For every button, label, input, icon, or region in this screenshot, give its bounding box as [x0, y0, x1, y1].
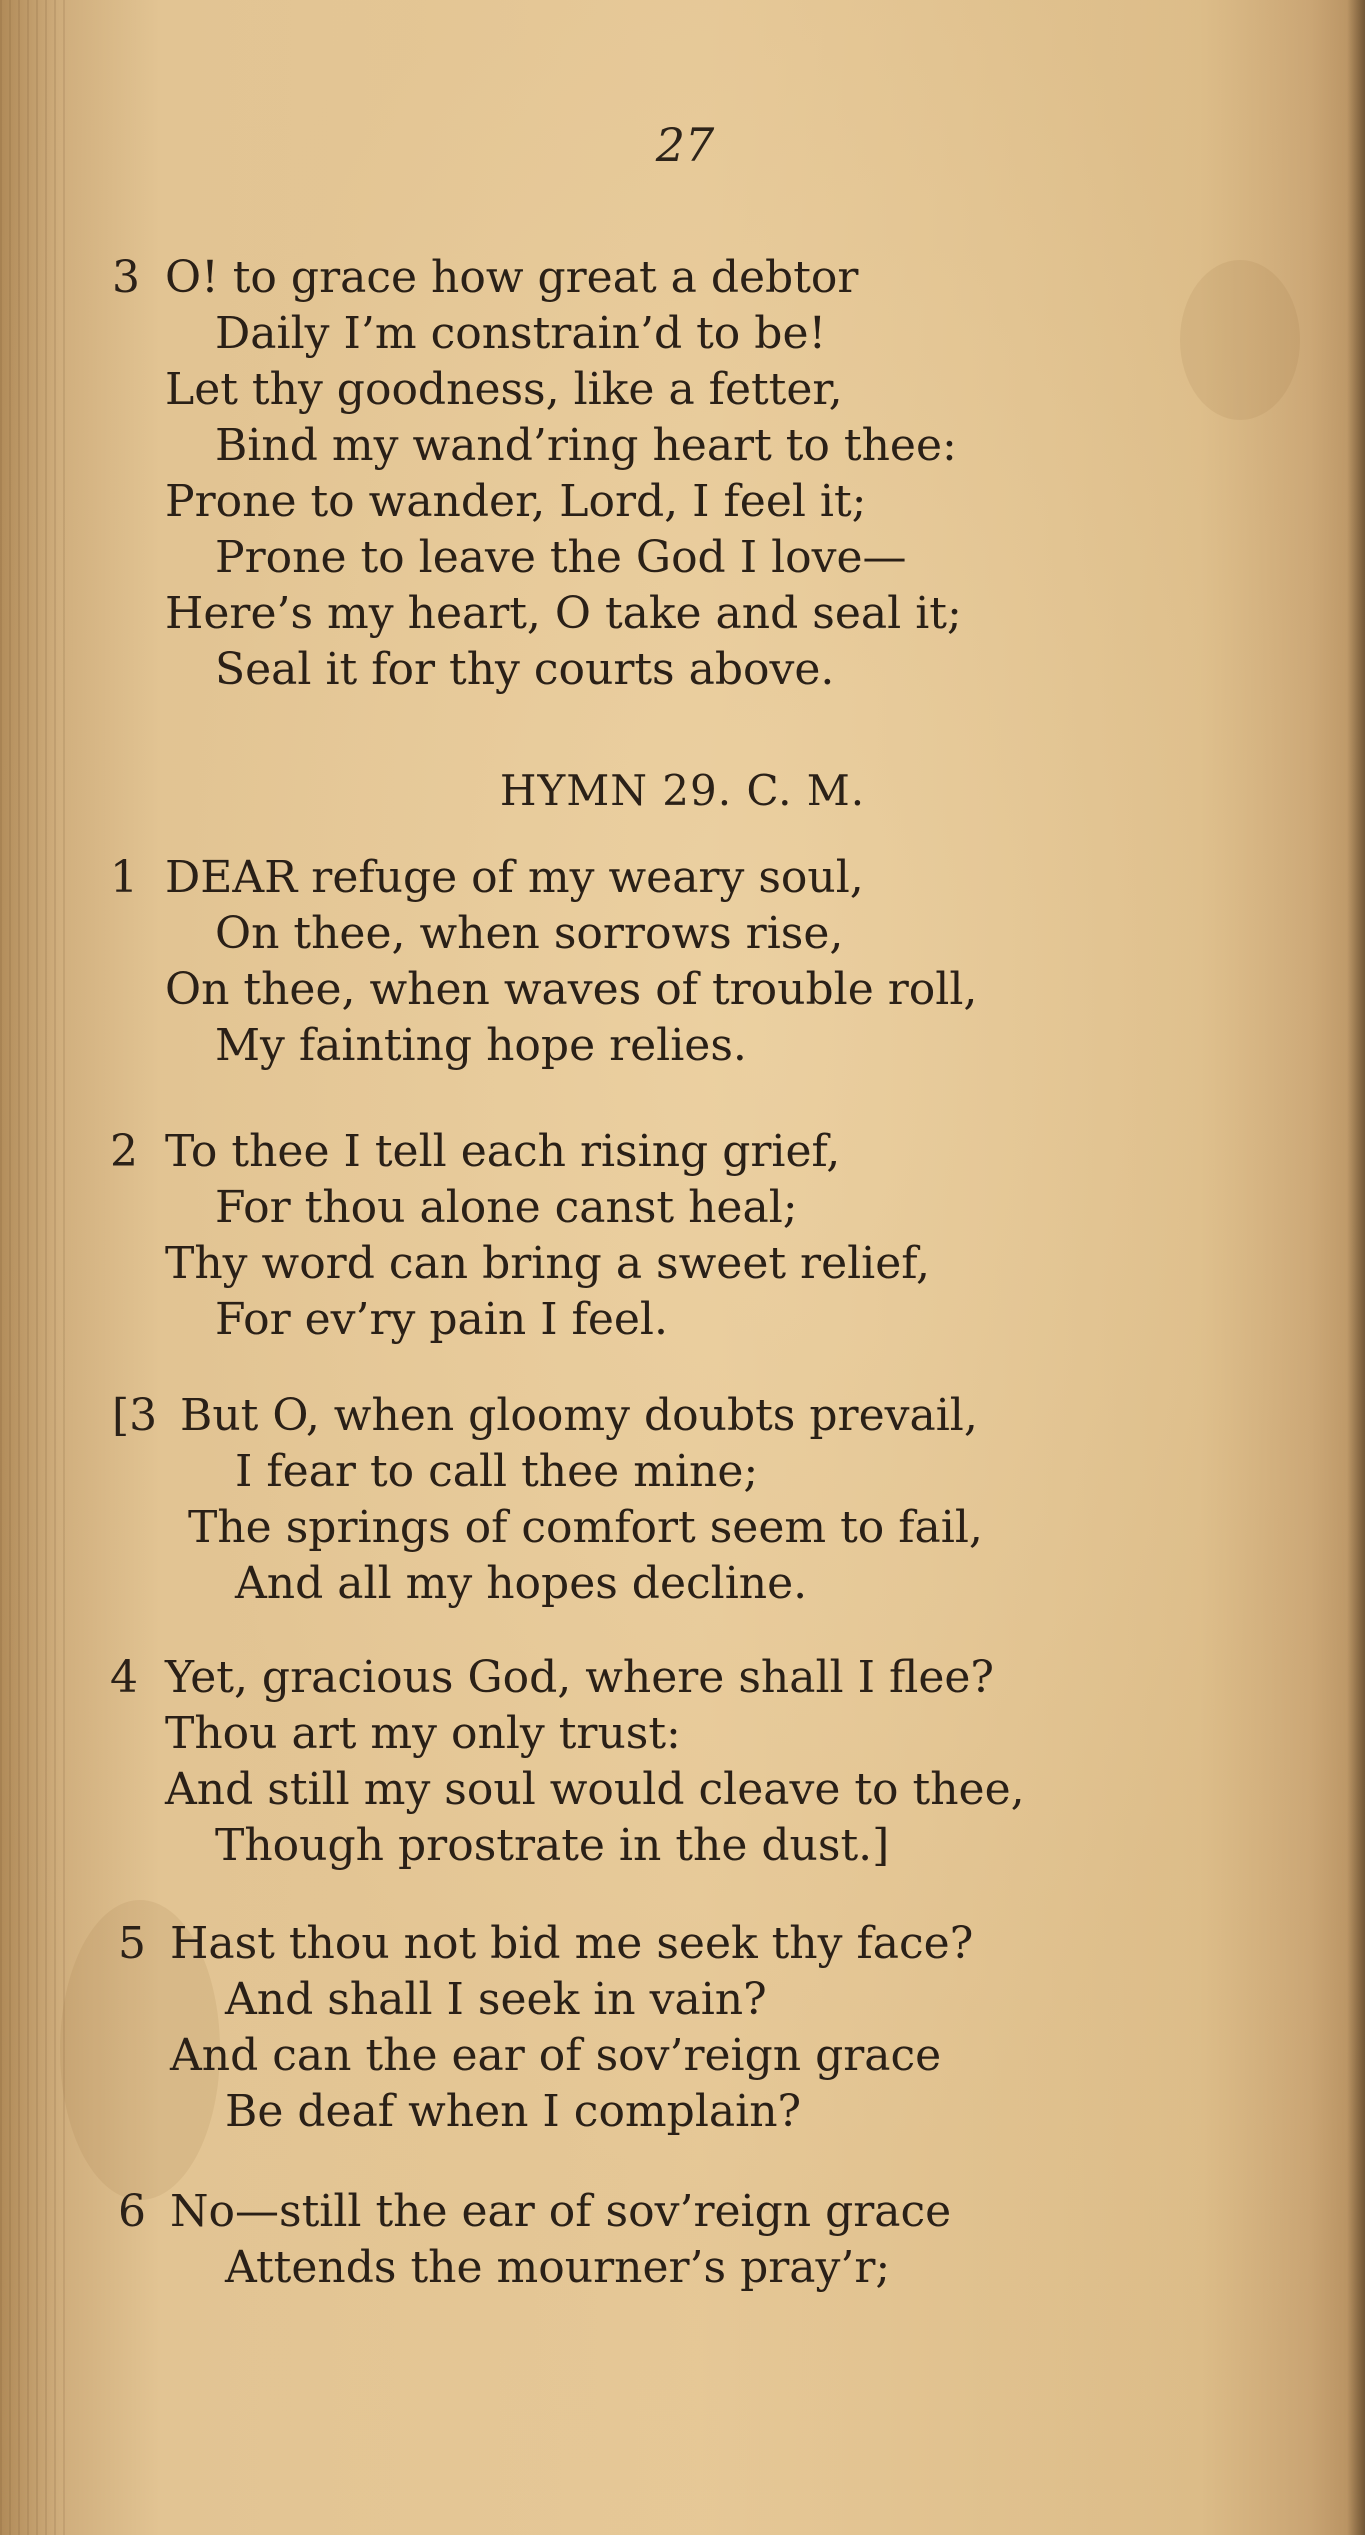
verse-number: 3	[112, 252, 140, 303]
verse-line: Let thy goodness, like a fetter,	[165, 364, 843, 415]
verse-line: Prone to wander, Lord, I feel it;	[165, 476, 867, 527]
verse-line: Prone to leave the God I love—	[215, 532, 907, 583]
verse-line: I fear to call thee mine;	[235, 1446, 759, 1497]
verse-line: O! to grace how great a debtor	[165, 252, 859, 303]
verse-number: 5	[118, 1918, 146, 1969]
verse-number: 4	[110, 1652, 138, 1703]
verse-number: 2	[110, 1126, 138, 1177]
verse-line: On thee, when sorrows rise,	[215, 908, 844, 959]
verse-line: Thy word can bring a sweet relief,	[165, 1238, 930, 1289]
hymn-heading: HYMN 29. C. M.	[499, 766, 866, 815]
verse-line: Daily I’m constrain’d to be!	[215, 308, 827, 359]
verse-line: And still my soul would cleave to thee,	[165, 1764, 1025, 1815]
verse-line: Be deaf when I complain?	[225, 2086, 802, 2137]
verse-line: Seal it for thy courts above.	[215, 644, 835, 695]
verse-line: But O, when gloomy doubts prevail,	[180, 1390, 978, 1441]
verse-line: And can the ear of sov’reign grace	[170, 2030, 942, 2081]
verse-line: Bind my wand’ring heart to thee:	[215, 420, 957, 471]
verse-line: Hast thou not bid me seek thy face?	[170, 1918, 974, 1969]
page-number: 27	[655, 118, 715, 172]
verse-line: And shall I seek in vain?	[225, 1974, 767, 2025]
verse-line: My fainting hope relies.	[215, 1020, 747, 1071]
verse-line: To thee I tell each rising grief,	[165, 1126, 841, 1177]
verse-line: On thee, when waves of trouble roll,	[165, 964, 978, 1015]
verse-line: Yet, gracious God, where shall I flee?	[165, 1652, 994, 1703]
verse-line: For thou alone canst heal;	[215, 1182, 798, 1233]
verse-line: No—still the ear of sov’reign grace	[170, 2186, 952, 2237]
verse-line: DEAR refuge of my weary soul,	[165, 852, 864, 903]
verse-line: For ev’ry pain I feel.	[215, 1294, 668, 1345]
verse-line: Thou art my only trust:	[165, 1708, 681, 1759]
verse-line: Attends the mourner’s pray’r;	[225, 2242, 891, 2293]
verse-line: Though prostrate in the dust.]	[215, 1820, 890, 1871]
verse-number: 1	[110, 852, 138, 903]
verse-number: [3	[112, 1390, 158, 1441]
verse-line: The springs of comfort seem to fail,	[188, 1502, 983, 1553]
verse-line: Here’s my heart, O take and seal it;	[165, 588, 962, 639]
verse-number: 6	[118, 2186, 146, 2237]
verse-line: And all my hopes decline.	[235, 1558, 808, 1609]
